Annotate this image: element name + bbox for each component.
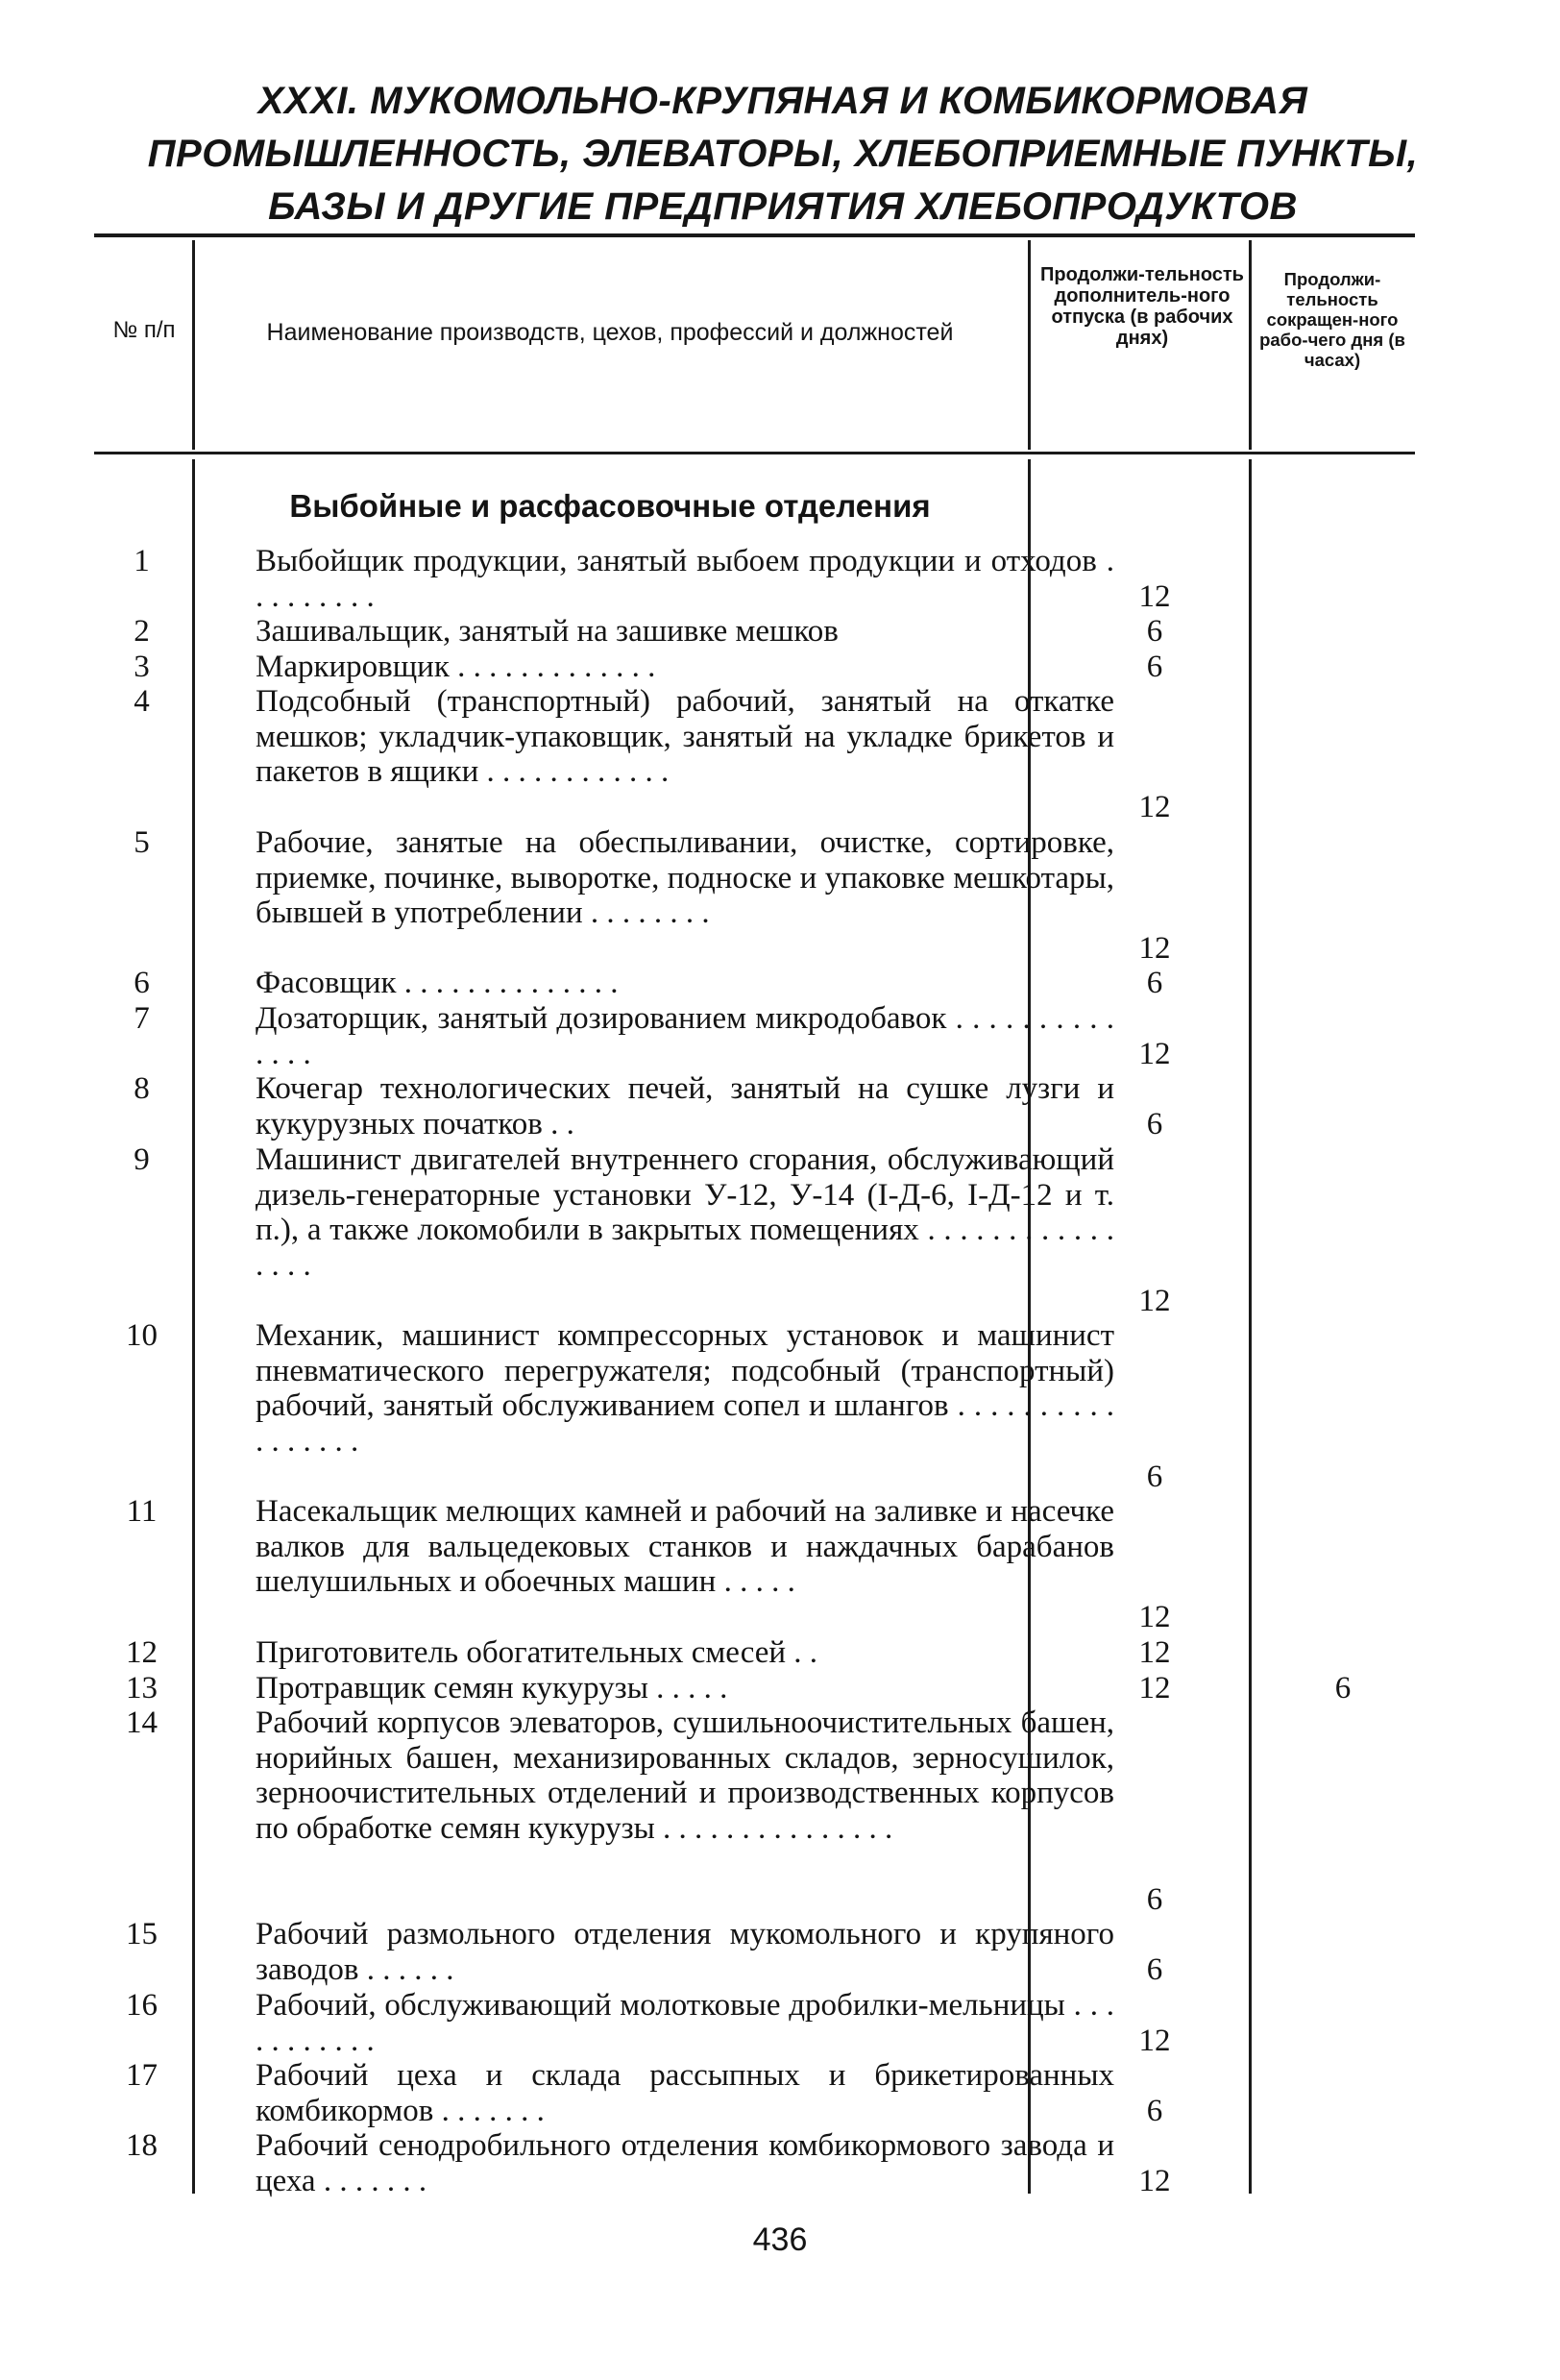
row-number: 12 <box>126 1635 158 1670</box>
row-vacation-days: 6 <box>1146 1951 1163 1987</box>
row-description: Дозаторщик, занятый дозированием микродобавок . . . . . . . . . . . . . . <box>256 1001 1114 1071</box>
row-vacation-days: 6 <box>1146 1459 1163 1494</box>
table-row <box>96 1705 1414 1917</box>
row-description: Выбойщик продукции, занятый выбоем продукции и отходов . . . . . . . . . <box>256 544 1114 614</box>
row-number: 16 <box>126 1988 158 2023</box>
title-line-1: XXXI. МУКОМОЛЬНО-КРУПЯНАЯ И КОМБИКОРМОВАЯ <box>257 80 1308 122</box>
row-description: Маркировщик . . . . . . . . . . . . . <box>256 650 656 684</box>
row-number: 17 <box>126 2058 158 2093</box>
row-vacation-days: 12 <box>1138 1600 1171 1635</box>
table-row <box>96 614 1414 650</box>
row-vacation-days: 6 <box>1146 2093 1163 2128</box>
row-number: 14 <box>126 1705 158 1740</box>
table-top-rule <box>94 233 1415 237</box>
column-divider-2 <box>1028 240 1031 450</box>
row-vacation-days: 12 <box>1138 1036 1171 1071</box>
row-description: Насекальщик мелющих камней и рабочий на заливке и насечке валков для вальцедековых станков и наждачных барабанов шелушильных и обоечных машин . . . . . <box>256 1494 1114 1600</box>
row-vacation-days: 6 <box>1146 1881 1163 1917</box>
row-description: Рабочий, обслуживающий молотковые дробилки-мельницы . . . . . . . . . . . <box>256 1988 1114 2058</box>
row-vacation-days: 12 <box>1138 790 1171 825</box>
table-row <box>96 650 1414 685</box>
row-vacation-days: 12 <box>1138 1671 1171 1705</box>
table-row <box>96 684 1414 825</box>
row-number: 15 <box>126 1917 158 1951</box>
row-description: Кочегар технологических печей, занятый на сушке лузги и кукурузных початков . . <box>256 1071 1114 1141</box>
row-shortened-hours: 6 <box>1334 1671 1352 1705</box>
table-row <box>96 1001 1414 1071</box>
title-line-3: БАЗЫ И ДРУГИЕ ПРЕДПРИЯТИЯ ХЛЕБОПРОДУКТОВ <box>268 185 1298 228</box>
row-vacation-days: 12 <box>1138 2023 1171 2058</box>
row-vacation-days: 12 <box>1138 2163 1171 2198</box>
row-number: 18 <box>126 2128 158 2163</box>
row-number: 9 <box>134 1142 150 1177</box>
table-row <box>96 1318 1414 1495</box>
row-description: Рабочий цеха и склада рассыпных и брикетированных комбикормов . . . . . . . <box>256 2058 1114 2128</box>
table-row <box>96 1988 1414 2058</box>
row-description: Рабочий размольного отделения мукомольного и крупяного заводов . . . . . . <box>256 1917 1114 1987</box>
table-row <box>96 1071 1414 1141</box>
table-row <box>96 1671 1414 1706</box>
row-description: Машинист двигателей внутреннего сгорания, обслуживающий дизель-генераторные установки У-12, У-14 (I-Д-6, I-Д-12 и т. п.), а также локомобили в закрытых помещениях . . . . . . . . . . . . . . . . <box>256 1142 1114 1284</box>
header-vacation: Продолжи-тельность дополнитель-ного отпуска (в рабочих днях) <box>1040 264 1244 349</box>
row-number: 2 <box>134 614 150 649</box>
row-number: 1 <box>134 544 150 578</box>
table-row <box>96 544 1414 614</box>
row-description: Фасовщик . . . . . . . . . . . . . . <box>256 966 619 1000</box>
row-vacation-days: 6 <box>1146 1106 1163 1141</box>
row-vacation-days: 12 <box>1138 1283 1171 1318</box>
row-description: Приготовитель обогатительных смесей . . <box>256 1635 818 1670</box>
row-description: Зашивальщик, занятый на зашивке мешков <box>256 614 839 649</box>
row-number: 10 <box>126 1318 158 1353</box>
row-vacation-days: 12 <box>1138 931 1171 967</box>
table-row <box>96 966 1414 1001</box>
column-divider-1 <box>192 240 195 450</box>
row-vacation-days: 6 <box>1146 614 1163 649</box>
row-number: 7 <box>134 1001 150 1036</box>
table-row <box>96 2128 1414 2198</box>
table-row <box>96 2058 1414 2128</box>
row-description: Протравщик семян кукурузы . . . . . <box>256 1671 728 1705</box>
section-title: Выбойные и расфасовочные отделения <box>289 488 931 524</box>
row-number: 3 <box>134 650 150 684</box>
row-description: Подсобный (транспортный) рабочий, занятый на откатке мешков; укладчик-упаковщик, занятый на укладке брикетов и пакетов в ящики . . . . . . . . . . . . <box>256 684 1114 790</box>
table-row <box>96 1494 1414 1635</box>
header-shortened-day: Продолжи-тельность сокращен-ного рабо-чего дня (в часах) <box>1259 269 1405 370</box>
title-line-2: ПРОМЫШЛЕННОСТЬ, ЭЛЕВАТОРЫ, ХЛЕБОПРИЕМНЫЕ ПУНКТЫ, <box>147 133 1419 175</box>
table-row <box>96 1917 1414 1987</box>
page-title <box>58 75 1508 233</box>
row-number: 6 <box>134 966 150 1000</box>
header-name: Наименование производств, цехов, профессий и должностей <box>266 319 954 346</box>
page-number: 436 <box>752 2221 808 2258</box>
row-number: 8 <box>134 1071 150 1106</box>
header-bottom-rule <box>94 452 1415 454</box>
row-number: 5 <box>134 825 150 860</box>
row-description: Механик, машинист компрессорных установок и машинист пневматического перегружателя; подсобный (транспортный) рабочий, занятый обслуживанием сопел и шлангов . . . . . . . . . . . . . . . . . <box>256 1318 1114 1460</box>
row-vacation-days: 6 <box>1146 966 1163 1000</box>
row-vacation-days: 12 <box>1138 1635 1171 1670</box>
table-row <box>96 1635 1414 1671</box>
row-number: 11 <box>126 1494 158 1529</box>
row-number: 4 <box>134 684 150 719</box>
row-description: Рабочий корпусов элеваторов, сушильноочистительных башен, норийных башен, механизированных складов, зерносушилок, зерноочистительных отделений и производственных корпусов по обработке семян кукурузы . . . . . . . . . . . . . . . <box>256 1705 1114 1847</box>
header-num: № п/п <box>112 317 176 343</box>
table-row <box>96 1142 1414 1319</box>
row-vacation-days: 12 <box>1138 578 1171 614</box>
row-number: 13 <box>126 1671 158 1705</box>
row-vacation-days: 6 <box>1146 650 1163 684</box>
table-row <box>96 825 1414 967</box>
row-description: Рабочий сенодробильного отделения комбикормового завода и цеха . . . . . . . <box>256 2128 1114 2198</box>
row-description: Рабочие, занятые на обеспыливании, очистке, сортировке, приемке, починке, выворотке, подноске и упаковке мешкотары, бывшей в употреблении . . . . . . . . <box>256 825 1114 931</box>
